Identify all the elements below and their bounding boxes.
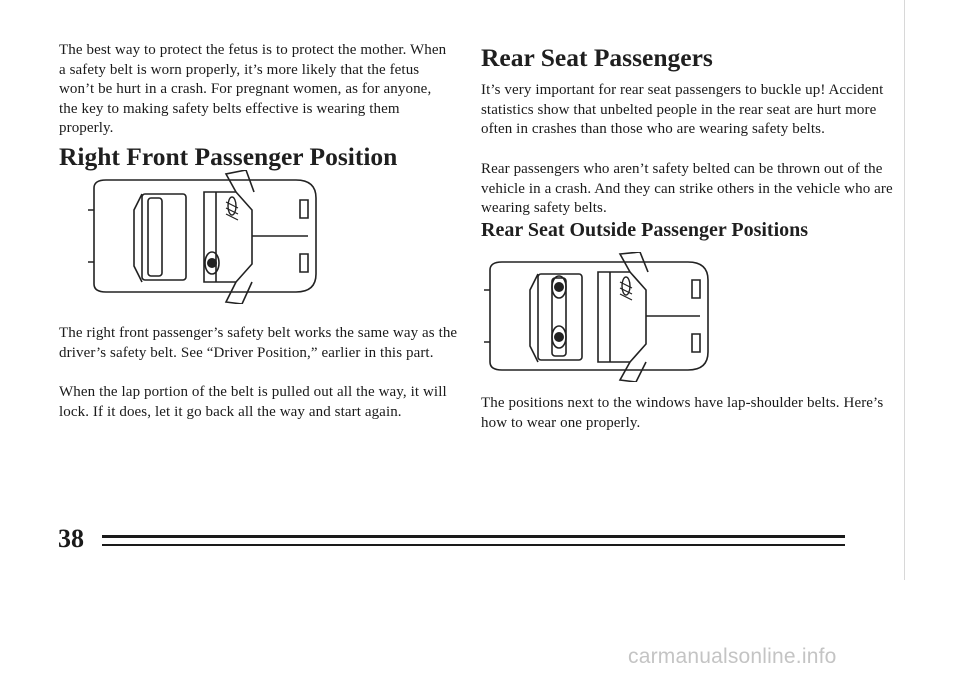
heading-right-front-passenger: Right Front Passenger Position [59,142,398,171]
rear-outside-paragraph: The positions next to the windows have lap-shoulder belts. Here’s how to wear one properly. [481,395,884,431]
watermark-text: carmanualsonline.info [628,645,837,668]
page-number: 38 [58,524,84,553]
heading-rear-seat-outside-positions: Rear Seat Outside Passenger Positions [481,219,809,241]
right-front-paragraph-2: When the lap portion of the belt is pulled out all the way, it will lock. If it does, let it go back all the way and start again. [59,384,447,420]
right-front-paragraph-1: The right front passenger’s safety belt works the same way as the driver’s safety belt. See “Driver Position,” earlier in this part. [59,325,458,361]
rear-seat-paragraph-1: It’s very important for rear seat passengers to buckle up! Accident statistics show that unbelted people in the rear seat are hurt more often in crashes than those who are wearing safety belts. [481,82,884,137]
rear-seat-paragraph-2: Rear passengers who aren’t safety belted can be thrown out of the vehicle in a crash. And they can strike others in the vehicle who are wearing safety belts. [481,161,893,216]
footer-rule-bottom [102,544,845,546]
intro-paragraph: The best way to protect the fetus is to protect the mother. When a safety belt is worn properly, it’s more likely that the fetus won’t be hurt in a crash. For pregnant women, as for anyone, the key to making safety belts effective is wearing them properly. [59,42,447,136]
footer-rule-top [102,535,845,538]
heading-rear-seat-passengers: Rear Seat Passengers [481,43,713,72]
car-diagram-rear-outside-icon [482,252,718,382]
car-diagram-right-front-icon [86,170,326,304]
page-edge-line [904,0,905,580]
